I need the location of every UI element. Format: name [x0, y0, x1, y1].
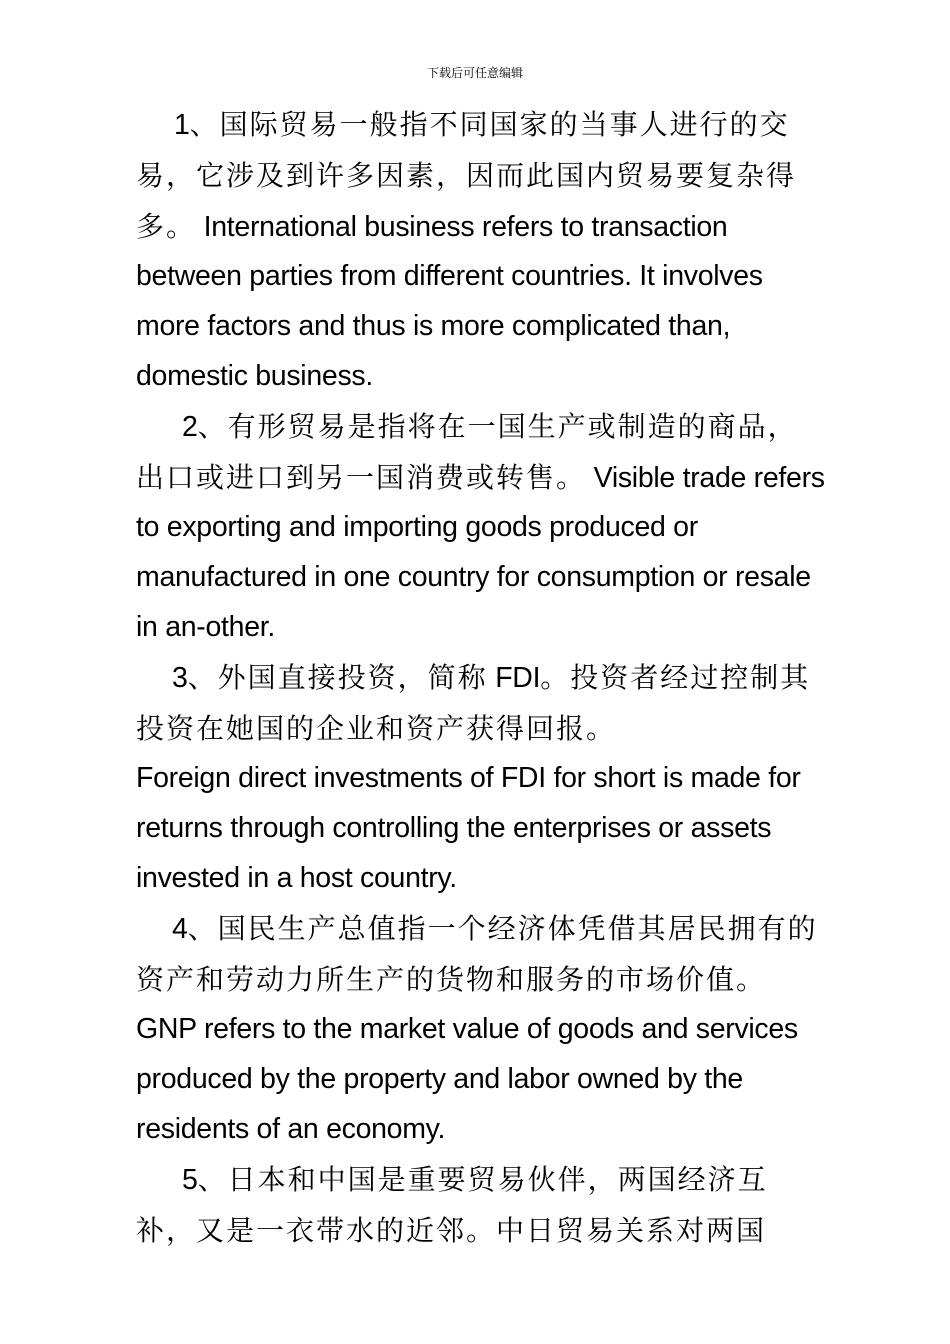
document-body: [136, 100, 826, 1256]
paragraph-number: 2: [182, 410, 198, 443]
paragraph-4: [136, 904, 826, 1155]
paragraph-number: 5: [182, 1163, 198, 1196]
paragraph-number: 4: [172, 912, 188, 945]
paragraph-5: [136, 1155, 826, 1257]
paragraph-english-text: Visible trade refers to exporting and importing goods produced or manufactured in one country for consumption or resale in an-other.: [136, 461, 825, 643]
paragraph-english-text: Foreign direct investments of FDI for short is made for returns through controlling the enterprises or assets invested in a host country.: [136, 762, 801, 894]
paragraph-inline-abbreviation: FDI: [487, 661, 541, 694]
paragraph-chinese-text: 、有形贸易是指将在一国生产或制造的商品，出口或进口到另一国消费或转售。: [136, 409, 798, 494]
paragraph-english-text: GNP refers to the market value of goods and services produced by the property and labor owned by the residents of an economy.: [136, 1013, 798, 1145]
paragraph-1: [136, 100, 826, 402]
paragraph-chinese-text: 。投资者经过控制其投资在她国的企业和资产获得回报。: [136, 660, 811, 745]
page-header: 下载后可任意编辑: [426, 66, 523, 80]
paragraph-chinese-text: 、国际贸易一般指不同国家的当事人进行的交易，它涉及到许多因素，因而此国内贸易要复杂得多。: [136, 108, 797, 243]
paragraph-number: 3: [172, 661, 188, 694]
paragraph-chinese-text: 、国民生产总值指一个经济体凭借其居民拥有的资产和劳动力所生产的货物和服务的市场价值。: [136, 911, 818, 996]
paragraph-chinese-text: 、外国直接投资，简称: [187, 660, 488, 694]
paragraph-chinese-text: 、日本和中国是重要贸易伙伴，两国经济互补，又是一衣带水的近邻。中日贸易关系对两国: [136, 1162, 768, 1247]
paragraph-3: [136, 653, 826, 904]
paragraph-2: [136, 402, 826, 653]
paragraph-english-text: International business refers to transaction between parties from different countries. It involves more factors and thus is more complicated than, domestic business.: [136, 210, 763, 392]
paragraph-number: 1: [174, 109, 190, 141]
